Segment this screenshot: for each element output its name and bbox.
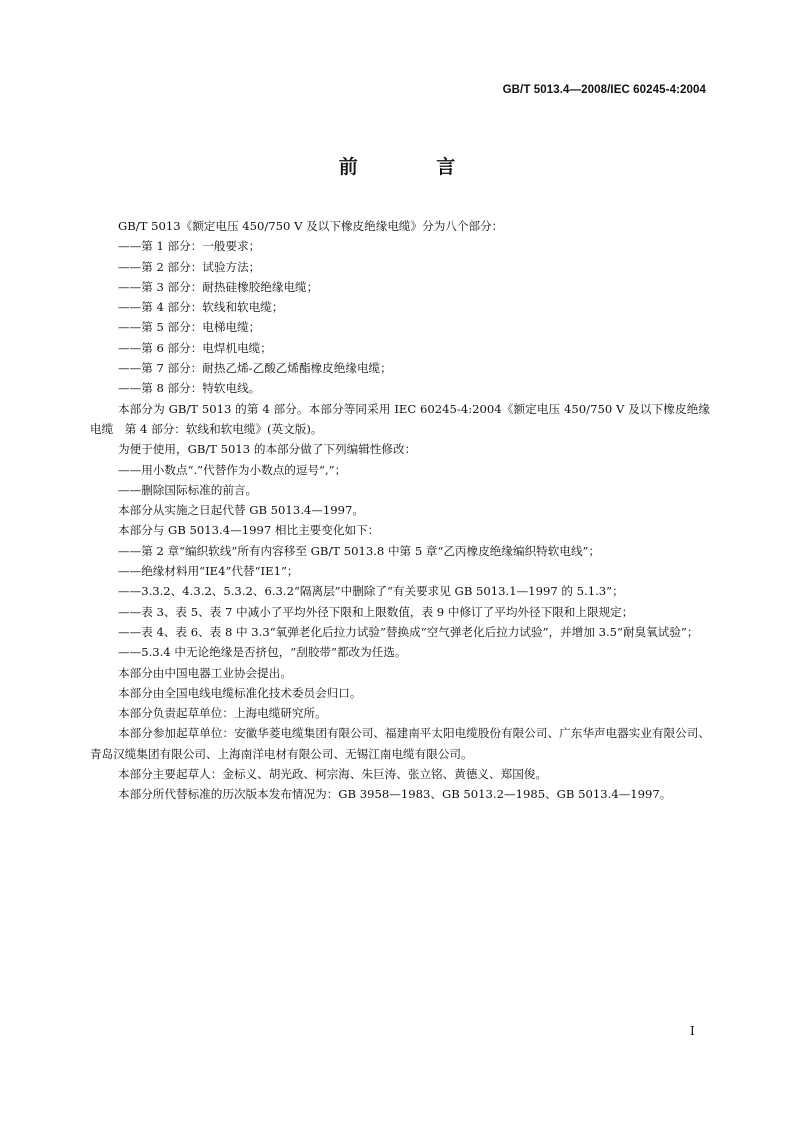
paragraph: 本部分负责起草单位：上海电缆研究所。 <box>118 706 327 721</box>
standard-code-header: GB/T 5013.4—2008/IEC 60245-4:2004 <box>502 84 706 96</box>
list-item: ——第 3 部分：耐热硅橡胶绝缘电缆； <box>118 279 319 294</box>
page-number: I <box>690 1024 695 1038</box>
paragraph: 本部分参加起草单位：安徽华菱电缆集团有限公司、福建南平太阳电缆股份有限公司、广东华声电器实业有限公司、青岛汉缆集团有限公司、上海南洋电材有限公司、无锡江南电缆有限公司。 <box>90 726 710 761</box>
paragraph: 本部分由中国电器工业协会提出。 <box>118 665 292 680</box>
paragraph: 本部分主要起草人：金标义、胡光政、柯宗海、朱巨涛、张立铭、黄德义、郑国俊。 <box>118 767 547 782</box>
list-item: ——第 7 部分：耐热乙烯-乙酸乙烯酯橡皮绝缘电缆； <box>118 361 392 376</box>
list-item: ——第 2 章“编织软线”所有内容移至 GB/T 5013.8 中第 5 章“乙丙橡皮绝缘编织特软电线”； <box>118 543 601 558</box>
list-item: ——第 1 部分：一般要求； <box>118 239 261 254</box>
list-item: ——第 8 部分：特软电线。 <box>118 381 261 396</box>
paragraph: 本部分由全国电线电缆标准化技术委员会归口。 <box>118 685 362 700</box>
list-item: ——表 3、表 5、表 7 中减小了平均外径下限和上限数值，表 9 中修订了平均外径下限和上限规定； <box>118 604 634 619</box>
list-item: ——第 6 部分：电焊机电缆； <box>118 340 272 355</box>
list-item: ——绝缘材料用“IE4”代替“IE1”； <box>118 564 299 579</box>
list-item: ——第 4 部分：软线和软电缆； <box>118 300 284 315</box>
list-item: ——5.3.4 中无论绝缘是否挤包，“刮胶带”都改为任选。 <box>118 645 407 660</box>
list-item: ——3.3.2、4.3.2、5.3.2、6.3.2“隔离层”中删除了“有关要求见 GB 5013.1—1997 的 5.1.3”； <box>118 584 624 599</box>
paragraph: 为便于使用，GB/T 5013 的本部分做了下列编辑性修改： <box>118 442 417 457</box>
paragraph: 本部分从实施之日起代替 GB 5013.4—1997。 <box>118 503 364 518</box>
paragraph: 本部分为 GB/T 5013 的第 4 部分。本部分等同采用 IEC 60245-4:2004《额定电压 450/750 V 及以下橡皮绝缘电缆 第 4 部分：软线和软电缆》(英文版)。 <box>90 401 710 436</box>
list-item: ——表 4、表 6、表 8 中 3.3“氧弹老化后拉力试验”替换成“空气弹老化后拉力试验”，并增加 3.5“耐臭氧试验”； <box>118 624 699 639</box>
paragraph: GB/T 5013《额定电压 450/750 V 及以下橡皮绝缘电缆》分为八个部分： <box>118 219 504 233</box>
page-title: 前 言 <box>338 156 492 178</box>
list-item: ——第 5 部分：电梯电缆； <box>118 320 261 335</box>
list-item: ——删除国际标准的前言。 <box>118 482 258 497</box>
list-item: ——用小数点“.”代替作为小数点的逗号“,”； <box>118 462 347 477</box>
list-item: ——第 2 部分：试验方法； <box>118 259 261 274</box>
paragraph: 本部分所代替标准的历次版本发布情况为：GB 3958—1983、GB 5013.2—1985、GB 5013.4—1997。 <box>118 787 672 802</box>
paragraph: 本部分与 GB 5013.4—1997 相比主要变化如下： <box>118 523 380 538</box>
foreword-body <box>90 216 710 805</box>
